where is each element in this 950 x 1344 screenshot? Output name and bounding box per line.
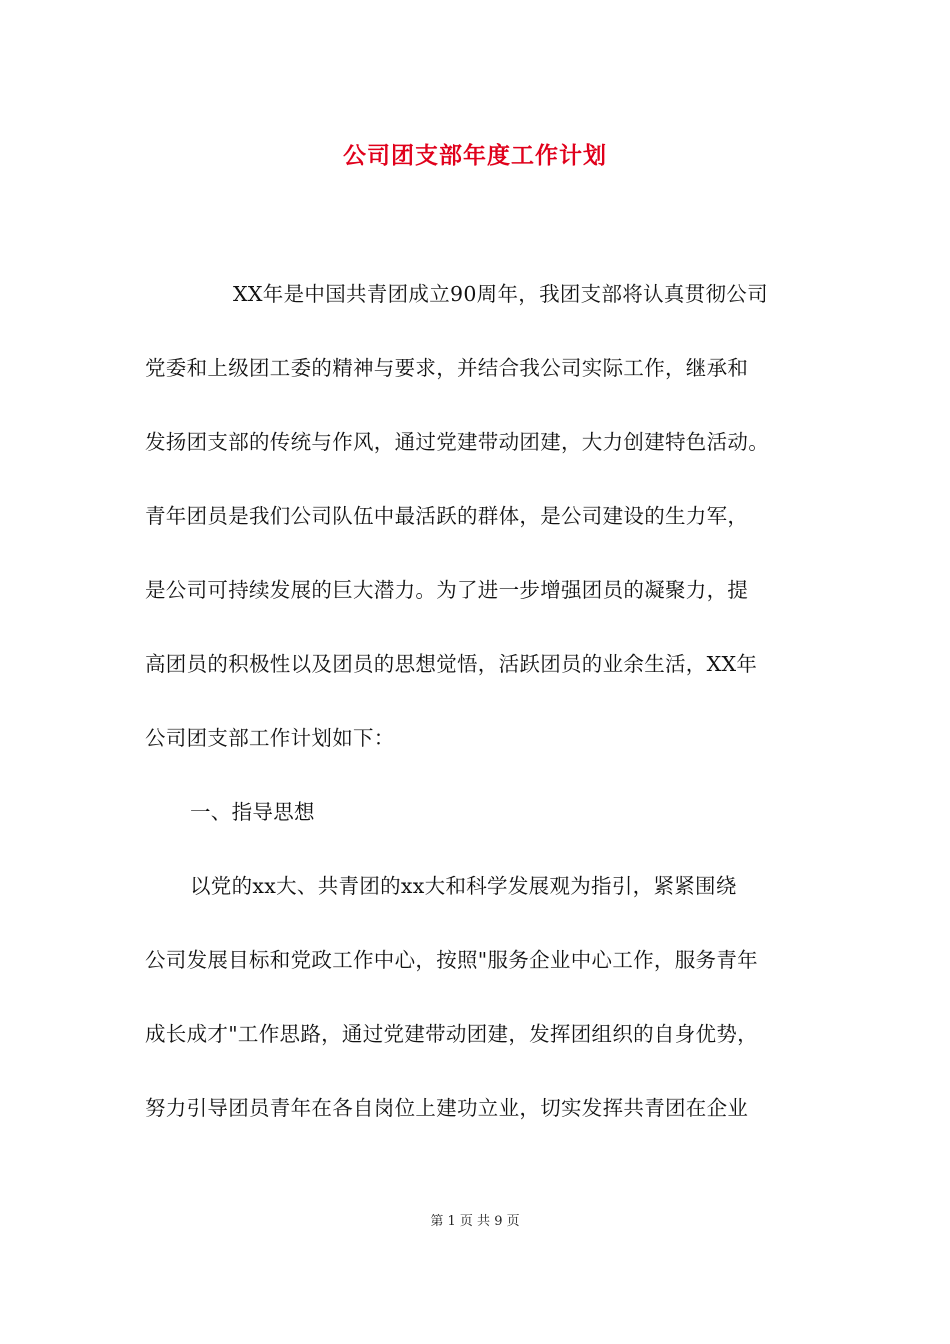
body-line: 是公司可持续发展的巨大潜力。为了进一步增强团员的凝聚力，提 — [145, 578, 749, 602]
body-line: XX年是中国共青团成立90周年，我团支部将认真贯彻公司 — [233, 282, 768, 306]
body-line: 公司团支部工作计划如下： — [145, 726, 395, 750]
page-number: 第 1 页 共 9 页 — [430, 1214, 520, 1229]
body-line: 努力引导团员青年在各自岗位上建功立业，切实发挥共青团在企业 — [145, 1096, 749, 1120]
body-line: 党委和上级团工委的精神与要求，并结合我公司实际工作，继承和 — [145, 356, 749, 380]
body-line: 高团员的积极性以及团员的思想觉悟，活跃团员的业余生活，XX年 — [145, 652, 758, 676]
body-line: 成长成才"工作思路，通过党建带动团建，发挥团组织的自身优势， — [145, 1022, 758, 1046]
section-heading: 一、指导思想 — [190, 800, 315, 824]
body-line: 发扬团支部的传统与作风，通过党建带动团建，大力创建特色活动。 — [145, 430, 769, 454]
body-line: 青年团员是我们公司队伍中最活跃的群体，是公司建设的生力军， — [145, 504, 749, 528]
body-line: 以党的xx大、共青团的xx大和科学发展观为指引，紧紧围绕 — [190, 874, 737, 898]
document-title: 公司团支部年度工作计划 — [343, 142, 607, 169]
body-line: 公司发展目标和党政工作中心，按照"服务企业中心工作，服务青年 — [145, 948, 758, 972]
